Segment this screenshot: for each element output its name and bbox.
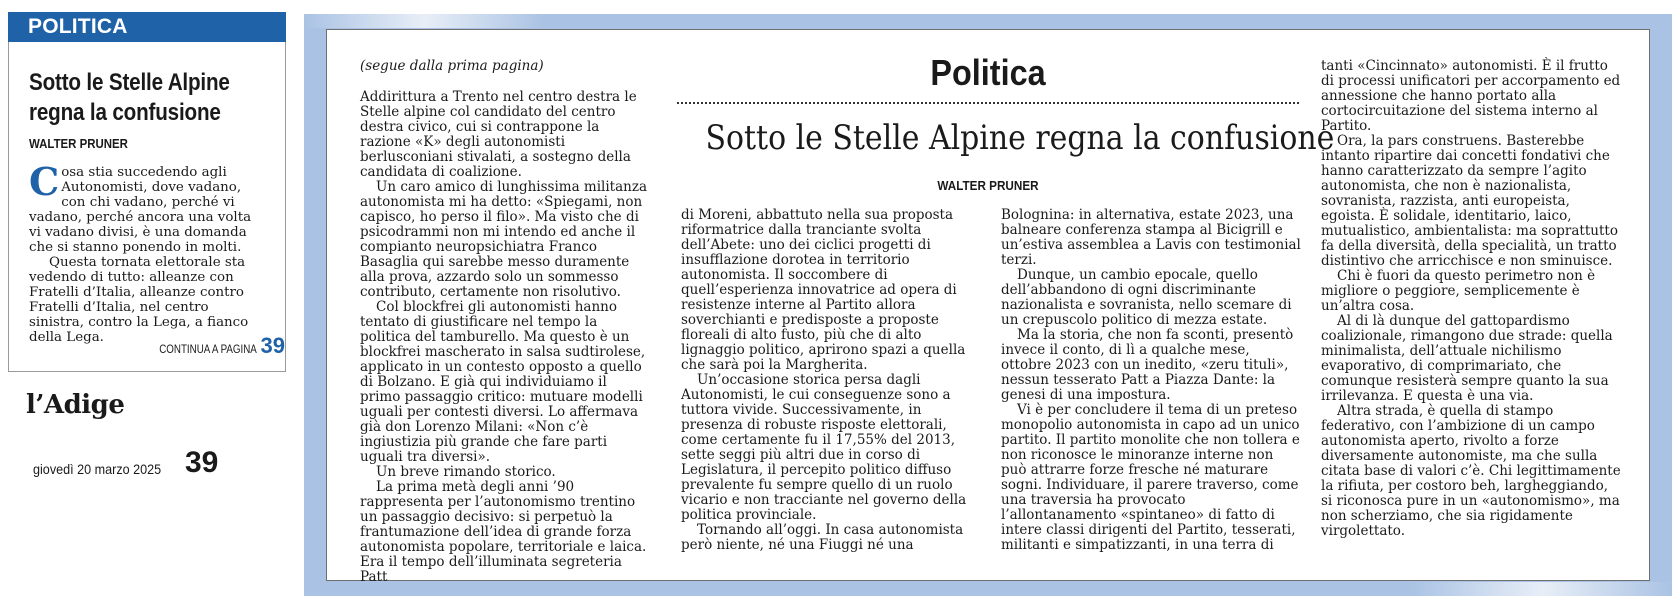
article-paragraph: Col blockfrei gli autonomisti hanno tentato di giustificare nel tempo la politica del tamburello. Ma questo è un blockfrei mascherato in salsa sudtirolese, applicato in un contesto opposto a quello di Bolzano. E già qui individuiamo il primo passaggio critico: mutuare modelli uguali per contesti diversi. Lo affermava già don Lorenzo Milani: «Non c’è ingiustizia più grande che fare parti uguali tra diversi». [360,299,646,465]
continue-page-number[interactable]: 39 [260,333,285,358]
drop-cap: C [29,159,60,204]
article-paragraph: Tornando all’oggi. In casa autonomista però niente, né una Fiuggi né una [681,522,964,553]
article-paragraph: Bolognina: in alternativa, estate 2023, una balneare conferenza stampa al Bicigrill e un’estiva assemblea a Lavis con testimonial terzi. [1001,207,1301,268]
teaser-paragraph-text: osa stia succedendo agli Autonomisti, dove vadano, con chi vadano, perché vi vadano, perché ancora una volta vi vadano divisi, è una domanda che si stanno ponendo in molti. [29,165,252,255]
article-paragraph: Ma la storia, che non fa sconti, presentò invece il conto, di lì a qualche mese, ottobre 2023 con un inedito, «zeru tituli», nessun tesserato Patt a Piazza Dante: la genesi di una impostura. [1001,327,1294,403]
teaser-body [29,159,265,345]
issue-date: giovedì 20 marzo 2025 [33,461,162,477]
article-paragraph: di Moreni, abbattuto nella sua proposta riformatrice dalla tranciante svolta dell’Abete: uno dei ciclici progetti di insufflazione dorotea in territorio autonomista. Il soccombere di quell’esperienza innovatrice ad opera di resistenze interne al Partito allora soverchianti e predisposte a proposte floreali di alto fusto, più che di alto lignaggio politico, aprirono spazi a quella che sarà poi la Margherita. [681,207,966,373]
continue-link[interactable] [142,333,285,359]
continue-label[interactable]: CONTINUA A PAGINA [158,344,257,356]
article-column-1 [360,59,650,585]
dotted-divider [677,102,1299,104]
article-author: WALTER PRUNER [937,178,1039,193]
article-paragraph: Un caro amico di lunghissima militanza autonomista mi ha detto: «Spiegami, non capisco, ho perso il filo». Ma visto che di psicodrammi non mi intendo ed anche il compianto neuropsichiatra Franco Basaglia qui sarebbe messo duramente alla prova, azzardo solo un sommesso contributo, certamente non risolutivo. [360,179,648,300]
article-paragraph: Altra strada, è quella di stampo federativo, con l’ambizione di un campo autonomista aperto, rivolto a forze diversamente autonomiste, ma che sulla citata base di valori c’è. Chi legittimamente la rifiuta, per costoro beh, largheggiando, si riconosca pure in un «autonomismo», ma non scherziamo, che sia rigidamente virgolettato. [1321,403,1621,539]
article-paragraph: La prima metà degli anni ’90 rappresenta per l’autonomismo trentino un passaggio decisivo: si perpetuò la frantumazione dell’idea di grande forza autonomista popolare, territoriale e laica. Era il tempo dell’illuminata segreteria Patt [360,479,647,585]
teaser-headline[interactable]: Sotto le Stelle Alpine regna la confusione [29,69,230,126]
article-paragraph: Dunque, un cambio epocale, quello dell’abbandono di ogni discriminante nazionalista e sovranista, nello scemare di un crepuscolo politico di mezza estate. [1001,267,1292,328]
article-column-2 [681,208,981,553]
article-headline: Sotto le Stelle Alpine regna la confusione [705,118,1335,158]
article-column-4 [1321,59,1621,539]
article-paragraph: Vi è per concludere il tema di un preteso monopolio autonomista in capo ad un unico partito. Il partito monolite che non tollera e non riconosce le minoranze interne non può attrarre forze fresche né maturare sogni. Individuare, il parere traverso, come una traversia ha provocato l’allontanamento «spintaneo» di fatto di intere classi dirigenti del Partito, tesserati, militanti e simpatizzanti, in una terra di [1001,402,1300,553]
article-paragraph: Chi è fuori da questo perimetro non è migliore o peggiore, semplicemente è un’altra cosa. [1321,268,1596,314]
teaser-paragraph: Questa tornata elettorale sta vedendo di tutto: alleanze con Fratelli d’Italia, alleanze contro Fratelli d’Italia, nel centro sinistra, contro la Lega, a fianco della Lega. [29,255,249,345]
article-paragraph: Un’occasione storica persa dagli Autonomisti, le cui conseguenze sono a tuttora vivide. Successivamente, in presenza di robuste risposte elettorali, come certamente fu il 17,55% del 2013, sette seggi più altri due in corso di Legislatura, il percepito politico diffuso prevalente fu sempre quello di un ruolo vicario e non tracciante nel governo della politica provinciale. [681,372,967,523]
article-paragraph: Al di là dunque del gattopardismo coalizionale, rimangono due strade: quella minimalista, dell’attuale nichilismo evaporativo, di comprimariato, che comunque resisterà sempre quanto la sua irrilevanza. E questa è una via. [1321,313,1613,404]
article-paragraph: Addirittura a Trento nel centro destra le Stelle alpine col candidato del centro destra civico, cui si contrappone la razione «K» degli autonomisti berlusconiani stivalati, a sostegno della candidata di coalizione. [360,89,637,180]
teaser-author: WALTER PRUNER [29,136,128,151]
newspaper-masthead: l’Adige [26,390,125,420]
article-paragraph: Un breve rimando storico. [376,464,556,480]
segue-note: (segue dalla prima pagina) [360,58,544,74]
article-column-3 [1001,208,1301,553]
section-label: POLITICA [8,12,286,42]
front-page-teaser[interactable] [8,42,286,372]
teaser-paragraph [29,159,265,255]
section-title: Politica [930,52,1046,93]
article-paragraph: tanti «Cincinnato» autonomisti. È il frutto di processi unificatori per accorpamento ed annessione che hanno portato alla cortocircuitazione del sistema interno al Partito. [1321,58,1621,134]
page-number: 39 [185,446,219,479]
article-page [326,29,1650,585]
article-paragraph: Ora, la pars construens. Basterebbe intanto ripartire dai concetti fondativi che hanno caratterizzato da sempre l’agito autonomista, che non è nazionalista, sovranista, razzista, anti europeista, egoista. È solidale, identitario, laico, mutualistico, ambientalista: ma soprattutto fa della diversità, della specialità, un tratto distintivo che arricchisce e non sminuisce. [1321,133,1618,269]
